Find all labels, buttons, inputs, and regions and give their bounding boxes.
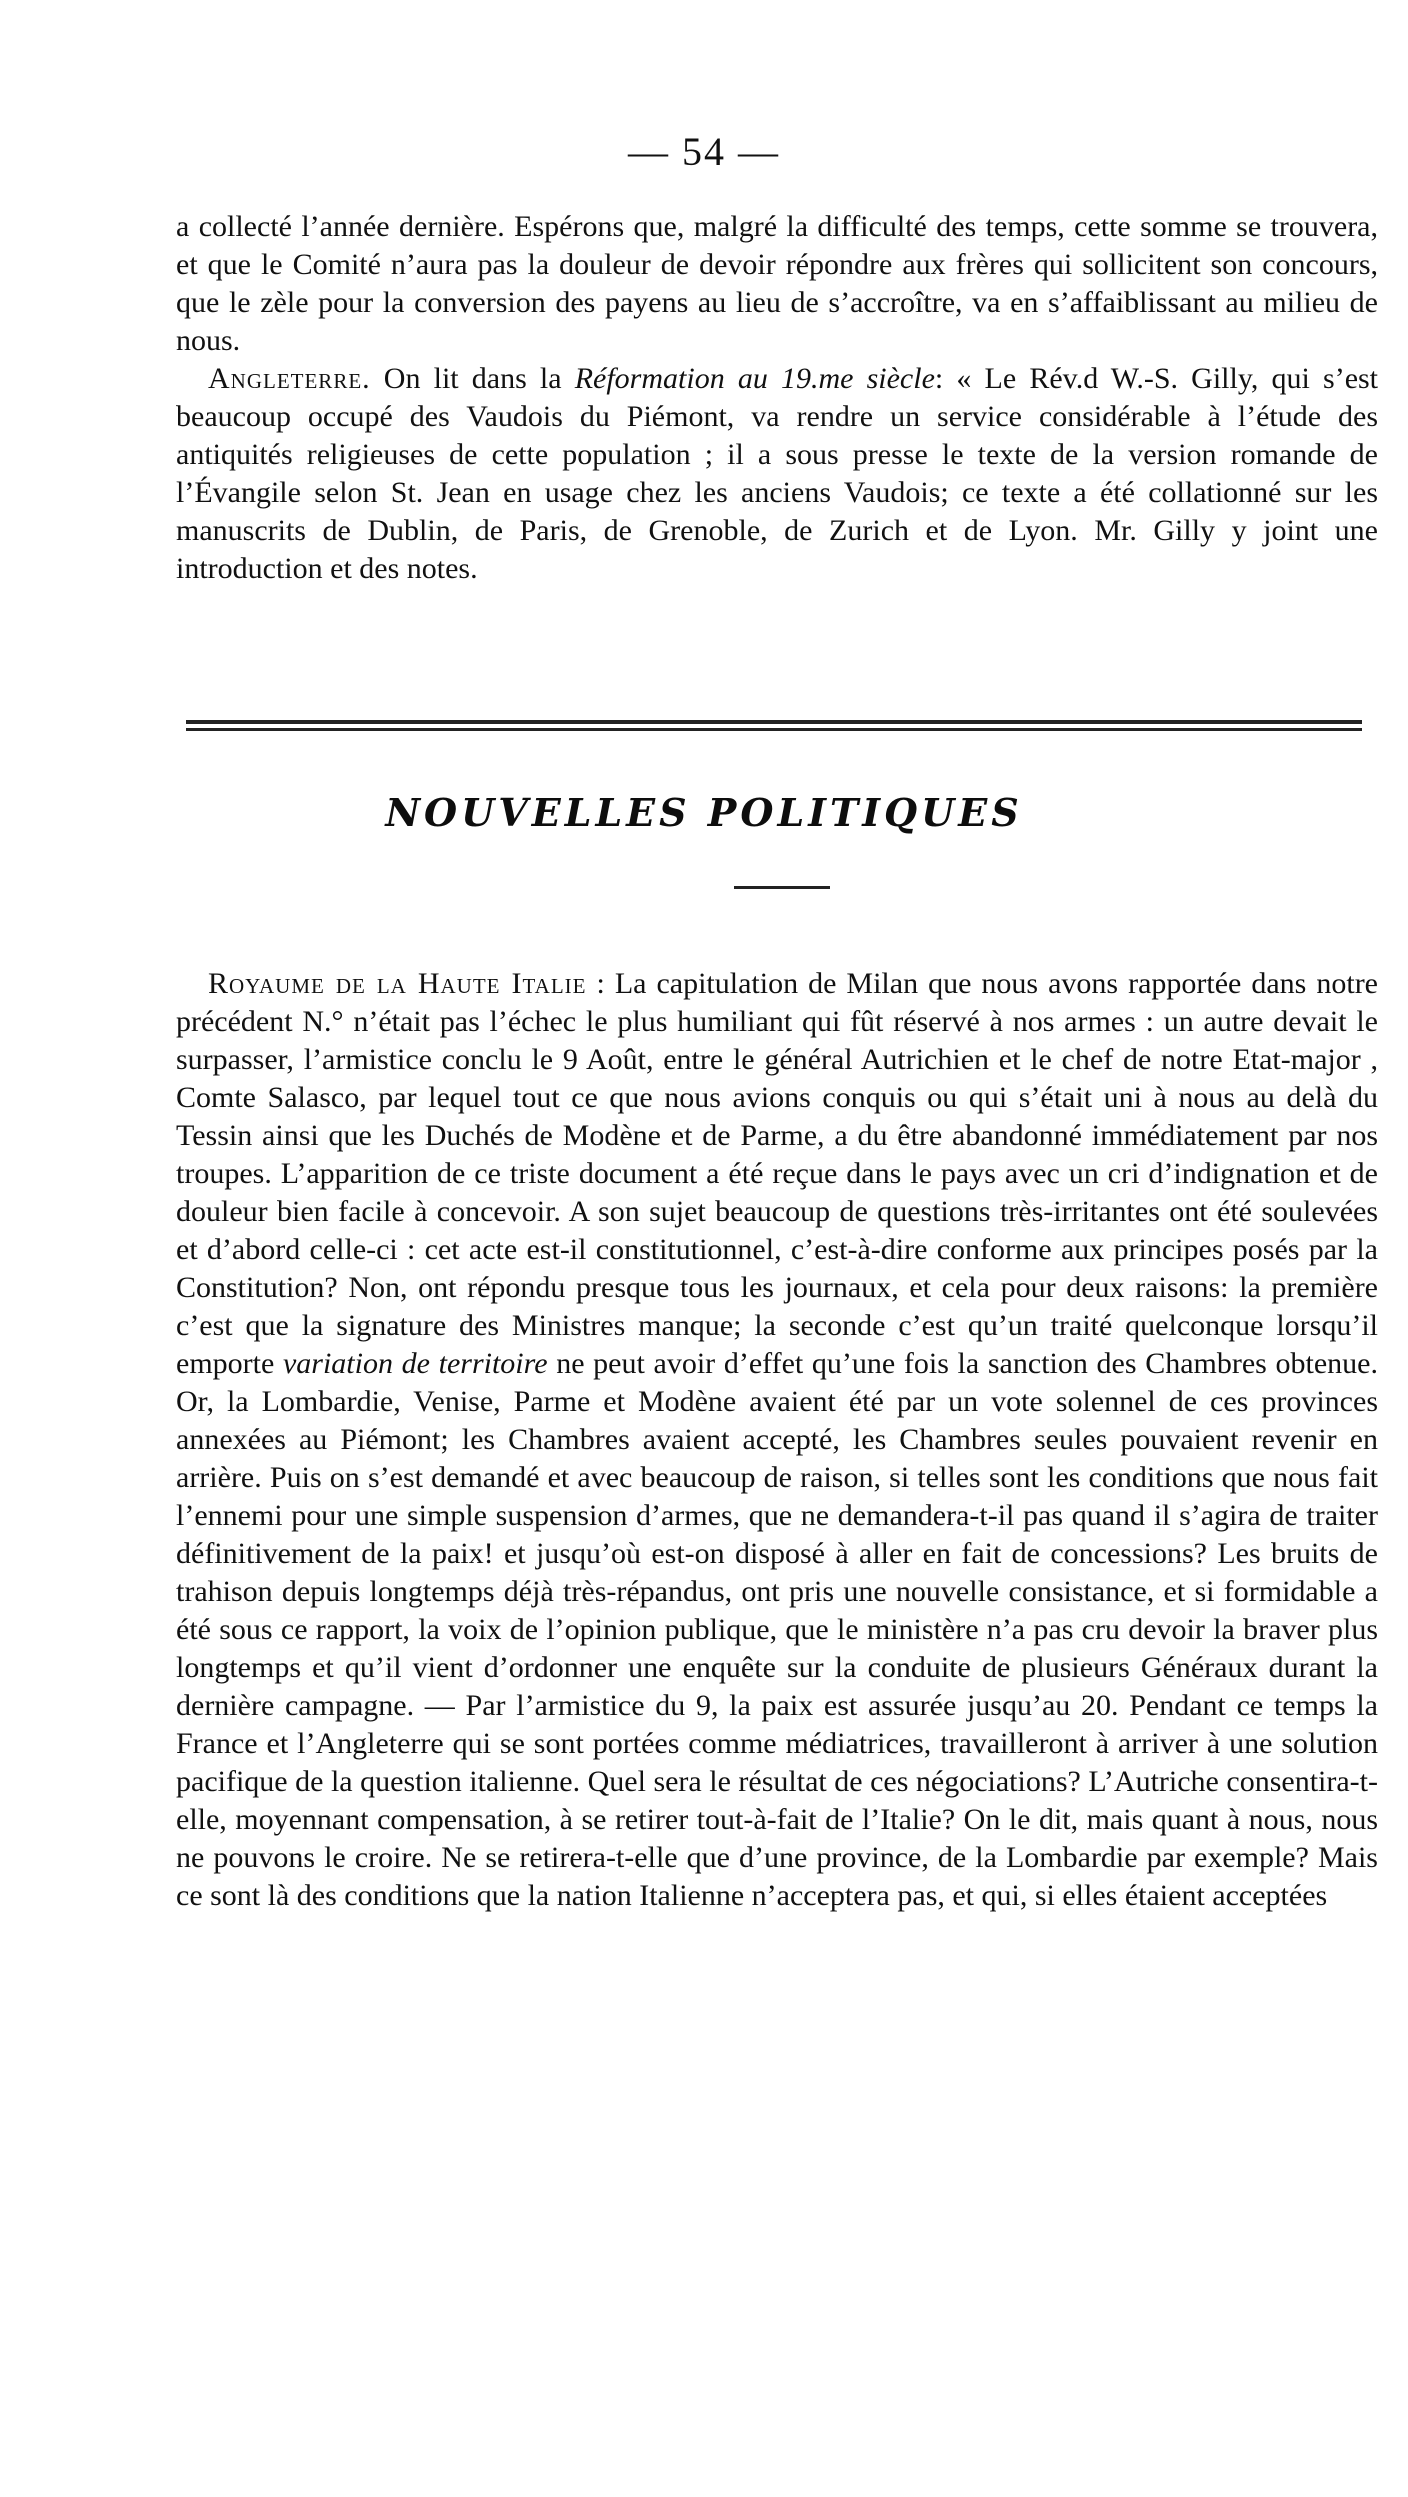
paragraph-haute-italie: [176, 965, 1378, 1915]
divider-line-lower: [186, 728, 1362, 731]
paragraph-haute-italie-text-b: ne peut avoir d’effet qu’une fois la sanction des Chambres obtenue. Or, la Lombardie, Venise, Parme et Modène avaient été par un vote solennel de ces provinces annexées au Piémont; les Chambres avaient accepté, les Chambres seules pouvaient revenir en arrière. Puis on s’est demandé et avec beaucoup de raison, si telles sont les conditions que nous fait l’ennemi pour une simple suspension d’armes, que ne demandera-t-il pas quand il s’agira de traiter définitivement de la paix! et jusqu’où est-on disposé à aller en fait de concessions? Les bruits de trahison depuis longtemps déjà très-répandus, ont pris une nouvelle consistance, et si formidable a été sous ce rapport, la voix de l’opinion publique, que le ministère n’a pas cru devoir la braver plus longtemps et qu’il vient d’ordonner une enquête sur la conduite de plusieurs Généraux durant la dernière campagne. — Par l’armistice du 9, la paix est assurée jusqu’au 20. Pendant ce temps la France et l’Angleterre qui se sont portées comme médiatrices, travailleront à arriver à une solution pacifique de la question italienne. Quel sera le résultat de ces négociations? L’Autriche consentira-t-elle, moyennant compensation, à se retirer tout-à-fait de l’Italie? On le dit, mais quant à nous, nous ne pouvons le croire. Ne se retirera-t-elle que d’une province, de la Lombardie par exemple? Mais ce sont là des conditions que la nation Italienne n’acceptera pas, et qui, si elles étaient acceptées: [176, 1347, 1378, 1912]
paragraph-lead-haute-italie: Royaume de la Haute Italie: [208, 967, 587, 1000]
top-section: [176, 208, 1378, 588]
title-underline: [734, 886, 830, 889]
paragraph-angleterre-text-b: : « Le Rév.d W.-S. Gilly, qui s’est beaucoup occupé des Vaudois du Piémont, va rendre un service considérable à l’étude des antiquités religieuses de cette population ; il a sous presse le texte de la version romande de l’Évangile selon St. Jean en usage chez les anciens Vaudois; ce texte a été collationné sur les manuscrits de Dublin, de Paris, de Grenoble, de Zurich et de Lyon. Mr. Gilly y joint une introduction et des notes.: [176, 362, 1379, 585]
journal-title-italic: Réformation au 19.me siècle: [574, 362, 935, 395]
section-divider: [186, 720, 1362, 732]
bottom-section: [176, 965, 1378, 1915]
paragraph-lead-angleterre: Angleterre.: [208, 362, 371, 395]
paragraph-angleterre-text-a: On lit dans la: [370, 362, 575, 395]
section-title: NOUVELLES POLITIQUES: [385, 790, 1023, 835]
paragraph-angleterre: [176, 360, 1378, 588]
paragraph-missions: [176, 208, 1378, 360]
page-number: — 54 —: [628, 129, 780, 174]
paragraph-haute-italie-text-a: : La capitulation de Milan que nous avons rapportée dans notre précédent N.° n’était pas l’échec le plus humiliant qui fût réservé à nos armes : un autre devait le surpasser, l’armistice conclu le 9 Août, entre le général Autrichien et le chef de notre Etat-major , Comte Salasco, par lequel tout ce que nous avions conquis ou qui s’était uni à nous au delà du Tessin ainsi que les Duchés de Modène et de Parme, a du être abandonné immédiatement par nos troupes. L’apparition de ce triste document a été reçue dans le pays avec un cri d’indignation et de douleur bien facile à concevoir. A son sujet beaucoup de questions très-irritantes ont été soulevées et d’abord celle-ci : cet acte est-il constitutionnel, c’est-à-dire conforme aux principes posés par la Constitution? Non, ont répondu presque tous les journaux, et cela pour deux raisons: la première c’est que la signature des Ministres manque; la seconde c’est qu’un traité quelconque lorsqu’il emporte: [176, 967, 1378, 1380]
divider-line-upper: [186, 720, 1362, 724]
paragraph-missions-text: a collecté l’année dernière. Espérons que, malgré la difficulté des temps, cette somme se trouvera, et que le Comité n’aura pas la douleur de devoir répondre aux frères qui sollicitent son concours, que le zèle pour la conversion des payens au lieu de s’accroître, va en s’affaiblissant au milieu de nous.: [176, 210, 1378, 357]
variation-territoire-italic: variation de territoire: [282, 1347, 548, 1380]
